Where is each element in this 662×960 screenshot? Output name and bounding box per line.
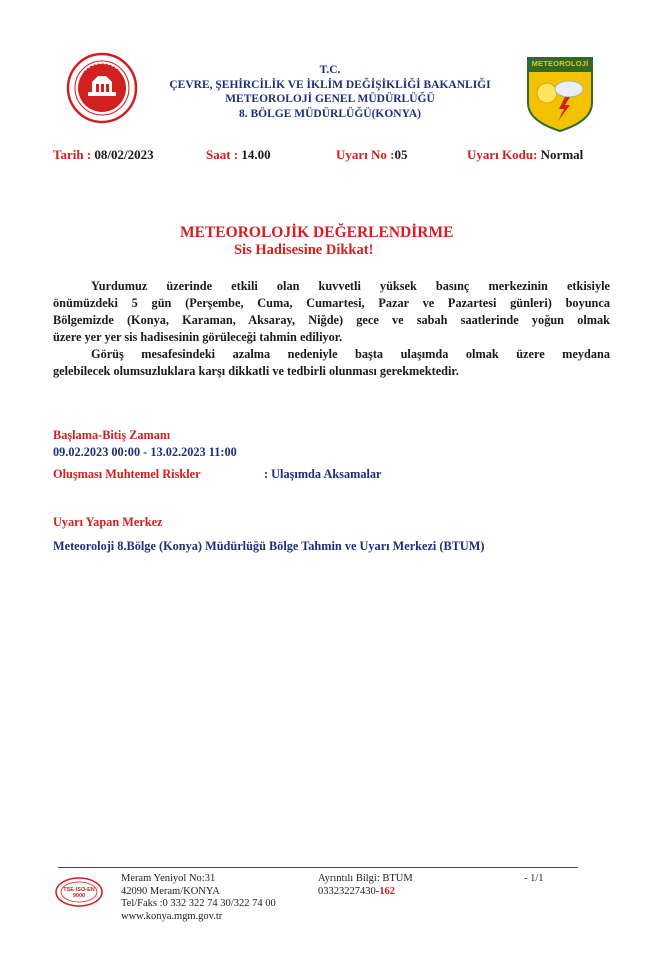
center-value: Meteoroloji 8.Bölge (Konya) Müdürlüğü Bölge Tahmin ve Uyarı Merkezi (BTUM)	[53, 539, 485, 553]
meteoroloji-logo	[525, 55, 595, 133]
document-title: METEOROLOJİK DEĞERLENDİRME	[180, 224, 454, 241]
date-value: 08/02/2023	[94, 147, 154, 162]
info-extension: 162	[379, 885, 395, 897]
period-label: Başlama-Bitiş Zamanı	[53, 428, 171, 442]
page-number: - 1/1	[524, 873, 544, 884]
time-label: Saat :	[206, 147, 239, 162]
risks-value: : Ulaşımda Aksamalar	[264, 467, 382, 481]
logo-label: METEOROLOJİ	[531, 59, 589, 68]
website-link[interactable]: www.konya.mgm.gov.tr	[121, 910, 223, 922]
info-label: Ayrıntılı Bilgi: BTUM	[318, 873, 413, 884]
time-value: 14.00	[241, 147, 271, 162]
warning-code-value: Normal	[540, 147, 584, 162]
period-value: 09.02.2023 00:00 - 13.02.2023 11:00	[53, 445, 237, 459]
footer-divider	[58, 867, 578, 868]
info-phone: 03323227430-	[318, 885, 380, 897]
tse-certification-logo	[54, 872, 104, 912]
p2-line-2: gelebilecek olumsuzluklara karşı dikkatli ve tedbirli olunması gerekmektedir.	[53, 364, 459, 378]
address-line-1: Meram Yeniyol No:31	[121, 873, 216, 884]
p2-line-1: Görüş mesafesindeki azalma nedeniyle başta ulaşımda olmak üzere meydana	[91, 347, 610, 361]
document-subtitle: Sis Hadisesine Dikkat!	[234, 242, 374, 258]
warning-code-label: Uyarı Kodu:	[467, 147, 538, 162]
footer-address	[121, 873, 276, 923]
tse-logo-text: TSE-ISO-EN 9000	[63, 887, 95, 899]
risks-label: Oluşması Muhtemel Riskler	[53, 467, 201, 481]
header-line-ministry: ÇEVRE, ŞEHİRCİLİK VE İKLİM DEĞİŞİKLİĞİ BAKANLIĞI	[169, 78, 491, 91]
body-paragraph-1	[53, 278, 610, 346]
center-label: Uyarı Yapan Merkez	[53, 515, 163, 529]
header-line-directorate: METEOROLOJİ GENEL MÜDÜRLÜĞÜ	[225, 93, 435, 105]
p1-line-2: önümüzdeki 5 gün (Perşembe, Cuma, Cumartesi, Pazar ve Pazartesi günleri) boyunca	[53, 296, 610, 310]
p1-line-1: Yurdumuz üzerinde etkili olan kuvvetli yüksek basınç merkezinin etkisiyle	[91, 279, 610, 293]
address-line-2: 42090 Meram/KONYA	[121, 885, 220, 897]
warning-code-field	[467, 147, 583, 163]
warning-no-label: Uyarı No :	[336, 147, 395, 162]
p1-line-4: üzere yer yer sis hadisesinin görüleceği tahmin ediliyor.	[53, 330, 343, 344]
time-field	[206, 147, 271, 163]
date-label: Tarih :	[53, 147, 92, 162]
footer-info	[318, 873, 413, 898]
date-field	[53, 147, 154, 163]
header-block	[150, 63, 510, 121]
ministry-seal	[66, 52, 138, 124]
warning-no-field	[336, 147, 408, 163]
header-line-region: 8. BÖLGE MÜDÜRLÜĞÜ(KONYA)	[239, 107, 421, 120]
warning-no-value: 05	[394, 147, 408, 162]
phone-line: Tel/Faks :0 332 322 74 30/322 74 00	[121, 898, 276, 909]
p1-line-3: Bölgemizde (Konya, Karaman, Aksaray, Niğde) gece ve sabah saatlerinde yoğun olmak	[53, 313, 610, 327]
header-line-tc: T.C.	[319, 64, 341, 76]
body-paragraph-2	[53, 346, 610, 380]
